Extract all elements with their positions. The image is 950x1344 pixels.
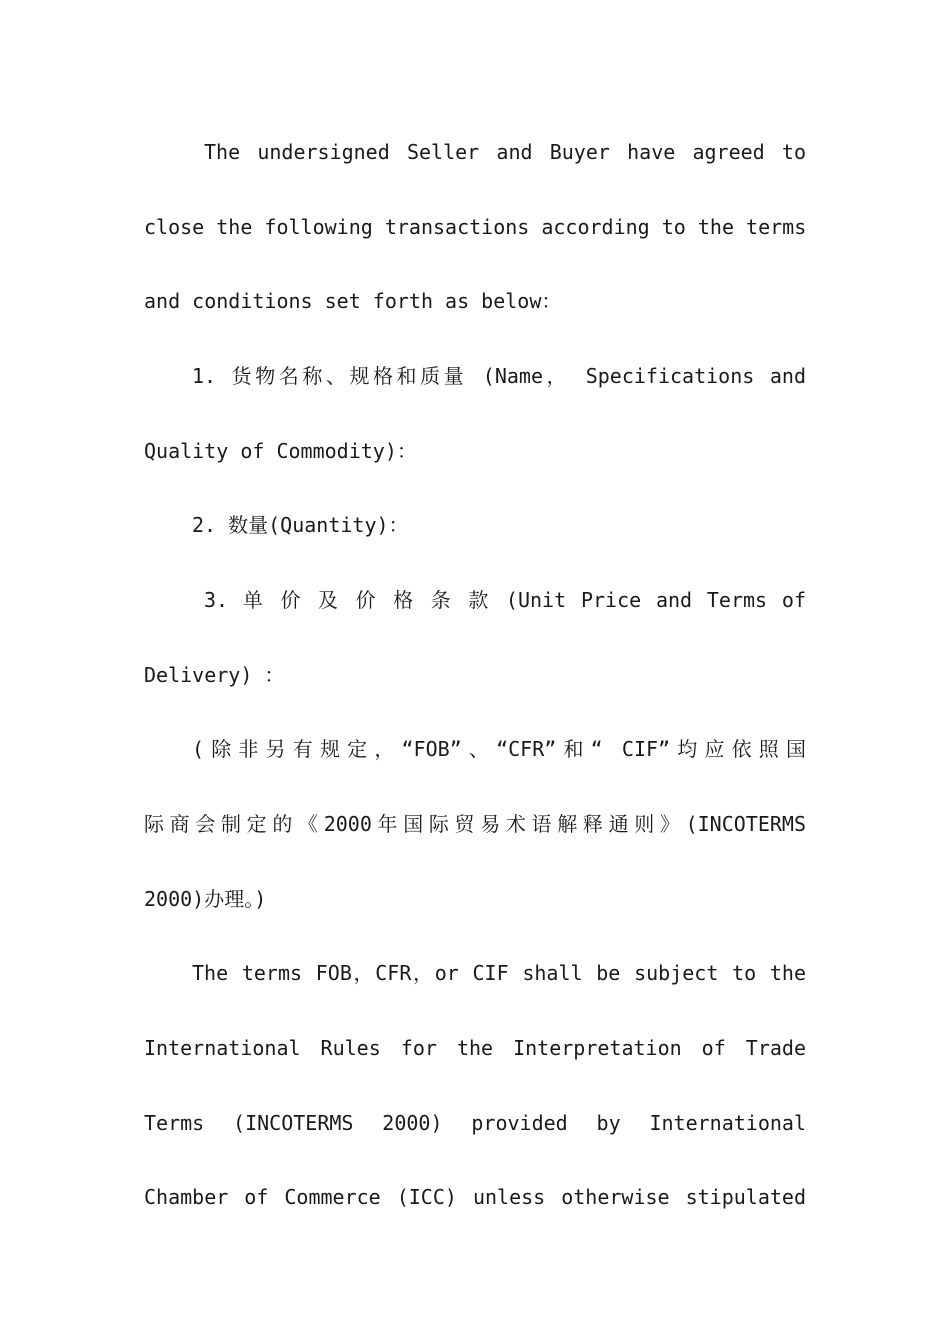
note-cn-line-2: 际商会制定的《2000年国际贸易术语解释通则》(INCOTERMS bbox=[144, 812, 806, 836]
paragraph-intro-line-3: and conditions set forth as below： bbox=[144, 289, 562, 313]
clause-1-line-1: 1. 货物名称、规格和质量 (Name， Specifications and bbox=[192, 364, 806, 388]
paragraph-intro-line-2: close the following transactions according to the terms bbox=[144, 215, 806, 239]
note-en-line-2: International Rules for the Interpretation of Trade bbox=[144, 1036, 806, 1060]
clause-3-line-2: Delivery) ： bbox=[144, 663, 285, 687]
note-en-line-3: Terms (INCOTERMS 2000) provided by International bbox=[144, 1111, 806, 1135]
clause-2-line-1: 2. 数量(Quantity)： bbox=[192, 513, 409, 537]
paragraph-intro-line-1: The undersigned Seller and Buyer have agreed to bbox=[204, 140, 806, 164]
note-en-line-1: The terms FOB，CFR，or CIF shall be subject to the bbox=[192, 961, 806, 985]
note-cn-line-1: (除非另有规定，“FOB”、“CFR”和“ CIF”均应依照国 bbox=[192, 737, 806, 761]
clause-3-line-1: 3. 单 价 及 价 格 条 款 (Unit Price and Terms of bbox=[204, 588, 806, 612]
clause-1-line-2: Quality of Commodity)： bbox=[144, 439, 417, 463]
note-cn-line-3: 2000)办理。) bbox=[144, 887, 267, 911]
note-en-line-4: Chamber of Commerce (ICC) unless otherwise stipulated bbox=[144, 1185, 806, 1209]
